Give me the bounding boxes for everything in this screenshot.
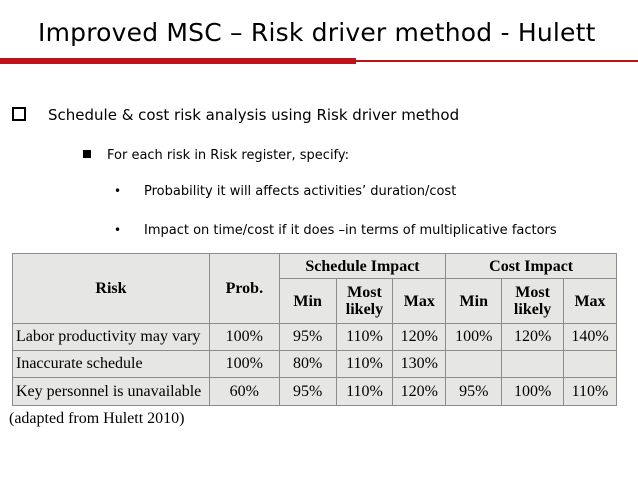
cell-schedule-min: 95%	[279, 378, 336, 406]
title-divider-line	[356, 60, 638, 62]
cell-schedule-max: 120%	[393, 324, 446, 351]
cell-schedule-max: 130%	[393, 351, 446, 378]
cell-risk: Labor productivity may vary	[13, 324, 210, 351]
cell-schedule-most-likely: 110%	[336, 378, 393, 406]
cell-risk: Inaccurate schedule	[13, 351, 210, 378]
header-cost-min: Min	[446, 279, 502, 324]
bullet-level3-text: Probability it will affects activities’ duration/cost	[144, 184, 457, 199]
bullet-level3-impact	[114, 223, 557, 238]
slide-title: Improved MSC – Risk driver method - Hulett	[38, 18, 596, 47]
cell-schedule-most-likely: 110%	[336, 351, 393, 378]
table-row	[13, 324, 617, 351]
header-risk: Risk	[13, 254, 210, 324]
header-cost-most-likely: Most likely	[502, 279, 564, 324]
cell-schedule-min: 95%	[279, 324, 336, 351]
cell-cost-most-likely: 120%	[502, 324, 564, 351]
header-schedule-min: Min	[279, 279, 336, 324]
header-schedule-max: Max	[393, 279, 446, 324]
cell-cost-min: 95%	[446, 378, 502, 406]
cell-cost-min: 100%	[446, 324, 502, 351]
cell-prob: 100%	[209, 324, 279, 351]
cell-cost-min	[446, 351, 502, 378]
hollow-square-bullet-icon	[12, 107, 26, 121]
table-caption: (adapted from Hulett 2010)	[9, 410, 185, 427]
bullet-level2-text: For each risk in Risk register, specify:	[107, 148, 350, 163]
header-schedule-most-likely: Most likely	[336, 279, 393, 324]
cell-prob: 60%	[209, 378, 279, 406]
cell-cost-max: 110%	[564, 378, 617, 406]
cell-cost-most-likely	[502, 351, 564, 378]
bullet-level2	[83, 148, 349, 163]
cell-cost-most-likely: 100%	[502, 378, 564, 406]
cell-risk: Key personnel is unavailable	[13, 378, 210, 406]
header-schedule-impact: Schedule Impact	[279, 254, 446, 279]
bullet-level3-probability	[114, 184, 456, 199]
cell-schedule-min: 80%	[279, 351, 336, 378]
header-cost-max: Max	[564, 279, 617, 324]
dot-bullet-icon: •	[114, 223, 122, 237]
bullet-level3-text: Impact on time/cost if it does –in terms of multiplicative factors	[144, 223, 557, 238]
header-cost-impact: Cost Impact	[446, 254, 617, 279]
cell-cost-max: 140%	[564, 324, 617, 351]
header-prob: Prob.	[209, 254, 279, 324]
bullet-level1-text: Schedule & cost risk analysis using Risk driver method	[48, 106, 460, 124]
cell-schedule-most-likely: 110%	[336, 324, 393, 351]
bullet-level1	[12, 106, 459, 124]
cell-schedule-max: 120%	[393, 378, 446, 406]
table-header-row	[13, 254, 617, 279]
table-row	[13, 351, 617, 378]
cell-prob: 100%	[209, 351, 279, 378]
cell-cost-max	[564, 351, 617, 378]
dot-bullet-icon: •	[114, 184, 122, 198]
filled-square-bullet-icon	[83, 150, 91, 158]
risk-driver-table	[12, 253, 617, 406]
table-row	[13, 378, 617, 406]
title-accent-bar	[0, 58, 356, 64]
